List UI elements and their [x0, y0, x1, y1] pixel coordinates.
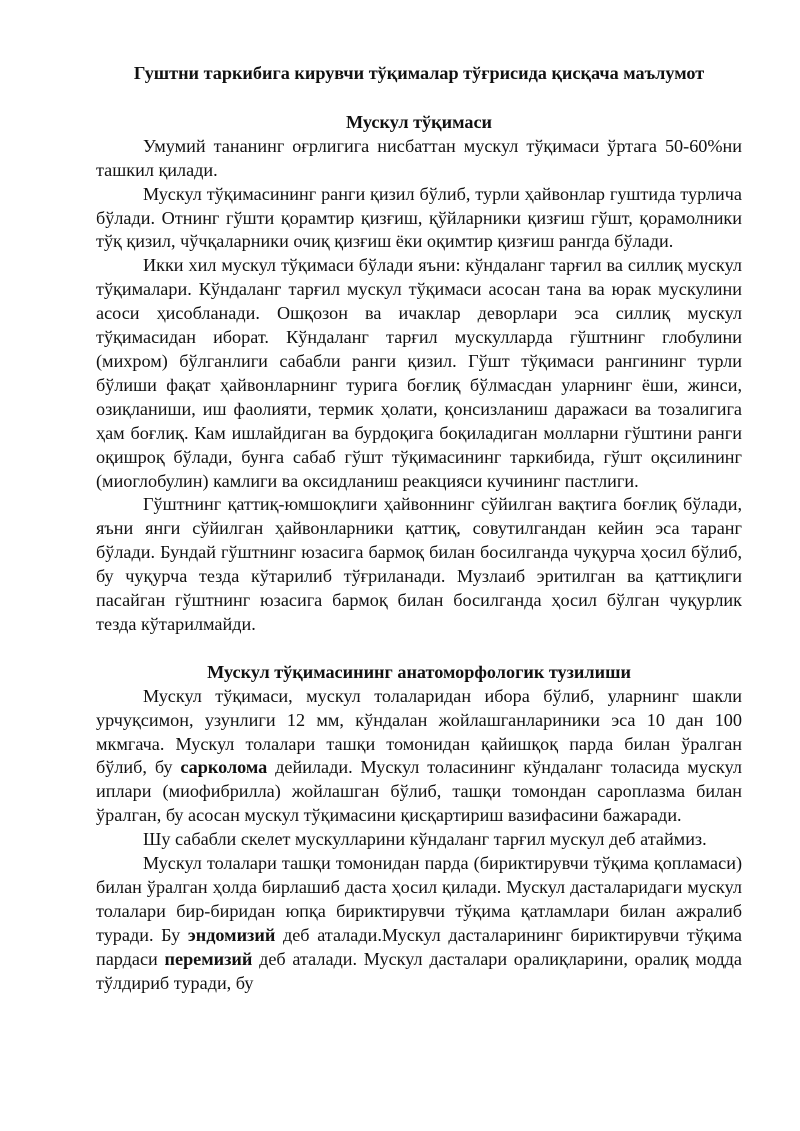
- paragraph-2: Мускул тўқимасининг ранги қизил бўлиб, турли ҳайвонлар гуштида турлича бўлади. Отнинг гўшти қорамтир қизғиш, қўйларники қизғиш гўшт, қорамолники тўқ қизил, чўчқаларники очиқ қизғиш ёки оқимтир қизғиш рангда бўлади.: [96, 183, 742, 252]
- document-title: Гуштни таркибига кирувчи тўқималар тўғрисида қисқача маълумот: [133, 63, 705, 83]
- paragraph-5: [96, 685, 742, 828]
- document-page: [96, 62, 742, 996]
- paragraph-3: Икки хил мускул тўқимаси бўлади яъни: кўндаланг тарғил ва силлиқ мускул тўқималари. Кўндаланг тарғил мускул тўқимаси асосан тана ва юрак мускулини асоси ҳисобланади. Ошқозон ва ичаклар деворлари эса силлиқ мускул тўқимасидан иборат. Кўндаланг тарғил мускулларда гўштнинг глобулини (михром) бўлганлиги сабабли ранги қизил. Гўшт тўқимаси рангининг турли бўлиши фақат ҳайвонларнинг турига боғлиқ бўлмасдан уларнинг ёши, жинси, озиқланиши, иш фаолияти, термик ҳолати, қонсизланиш даражаси ва тозалигига ҳам боғлиқ. Кам ишлайдиган ва бурдоқига боқиладиган молларни гўштини ранги оқишроқ бўлади, бунга сабаб гўшт тўқимасининг таркибида, гўшт оқсилининг (миоглобулин) камлиги ва оксидланиш реакцияси кучининг пастлиги.: [96, 255, 742, 491]
- paragraph-1: Умумий тананинг оғрлигига нисбаттан мускул тўқимаси ўртага 50-60%ни ташкил қилади.: [96, 135, 742, 180]
- paragraph-7-text-c: деб аталади. Мускул дасталари оралиқларини, оралиқ модда тўлдириб туради, бу: [96, 948, 743, 993]
- paragraph-7-text-b: деб аталади.Мускул дасталарининг бириктирувчи тўқима пардаси: [96, 924, 742, 969]
- paragraph-5-text-a: Мускул тўқимаси, мускул толаларидан ибора бўлиб, уларнинг шакли урчуқсимон, узунлиги 12 мм, кўндалан жойлашганлариники эса 10 дан 100 мкмгача. Мускул толалари ташқи томонидан қайишқоқ парда билан ўралган бўлиб, бу: [96, 685, 742, 778]
- section-heading-anatomy: Мускул тўқимасининг анатоморфологик тузилиши: [207, 661, 631, 682]
- paragraph-7-text-a: Мускул толалари ташқи томонидан парда (бириктирувчи тўқима қопламаси) билан ўралган ҳолда бирлашиб даста ҳосил қилади. Мускул дасталаридаги мускул толалари бир-биридан юпқа бириктирувчи тўқима қатламлари билан ажралиб туради. Бу: [96, 853, 742, 945]
- paragraph-7: [96, 852, 742, 995]
- paragraph-4: Гўштнинг қаттиқ-юмшоқлиги ҳайвоннинг сўйилган вақтига боғлиқ бўлади, яъни янги сўйилган ҳайвонларники қаттиқ, совутилгандан кейин эса таранг бўлади. Бундай гўштнинг юзасига бармоқ билан босилганда чуқурча ҳосил бўлиб, бу чуқурча тезда кўтарилиб тўғриланади. Музлаиб эритилган ва қаттиқлиги пасайган гўштнинг юзасига бармоқ билан босилганда ҳосил бўлган чуқурлик тезда кўтарилмайди.: [96, 494, 742, 634]
- term-sarcolemma: сарколома: [180, 757, 268, 778]
- paragraph-5-text-b: дейилади. Мускул толасининг кўндаланг толасида мускул иплари (миофибрилла) жойлашган бўлиб, ташқи томондан сароплазма билан ўралган, бу асосан мускул тўқимасини қисқартириш вазифасини бажаради.: [96, 757, 742, 826]
- term-endomysium: эндомизий: [187, 924, 276, 945]
- term-perimysium: перемизий: [164, 948, 253, 969]
- section-heading-muscle-tissue: Мускул тўқимаси: [345, 111, 493, 132]
- paragraph-6: Шу сабабли скелет мускулларини кўндаланг тарғил мускул деб атаймиз.: [143, 829, 707, 850]
